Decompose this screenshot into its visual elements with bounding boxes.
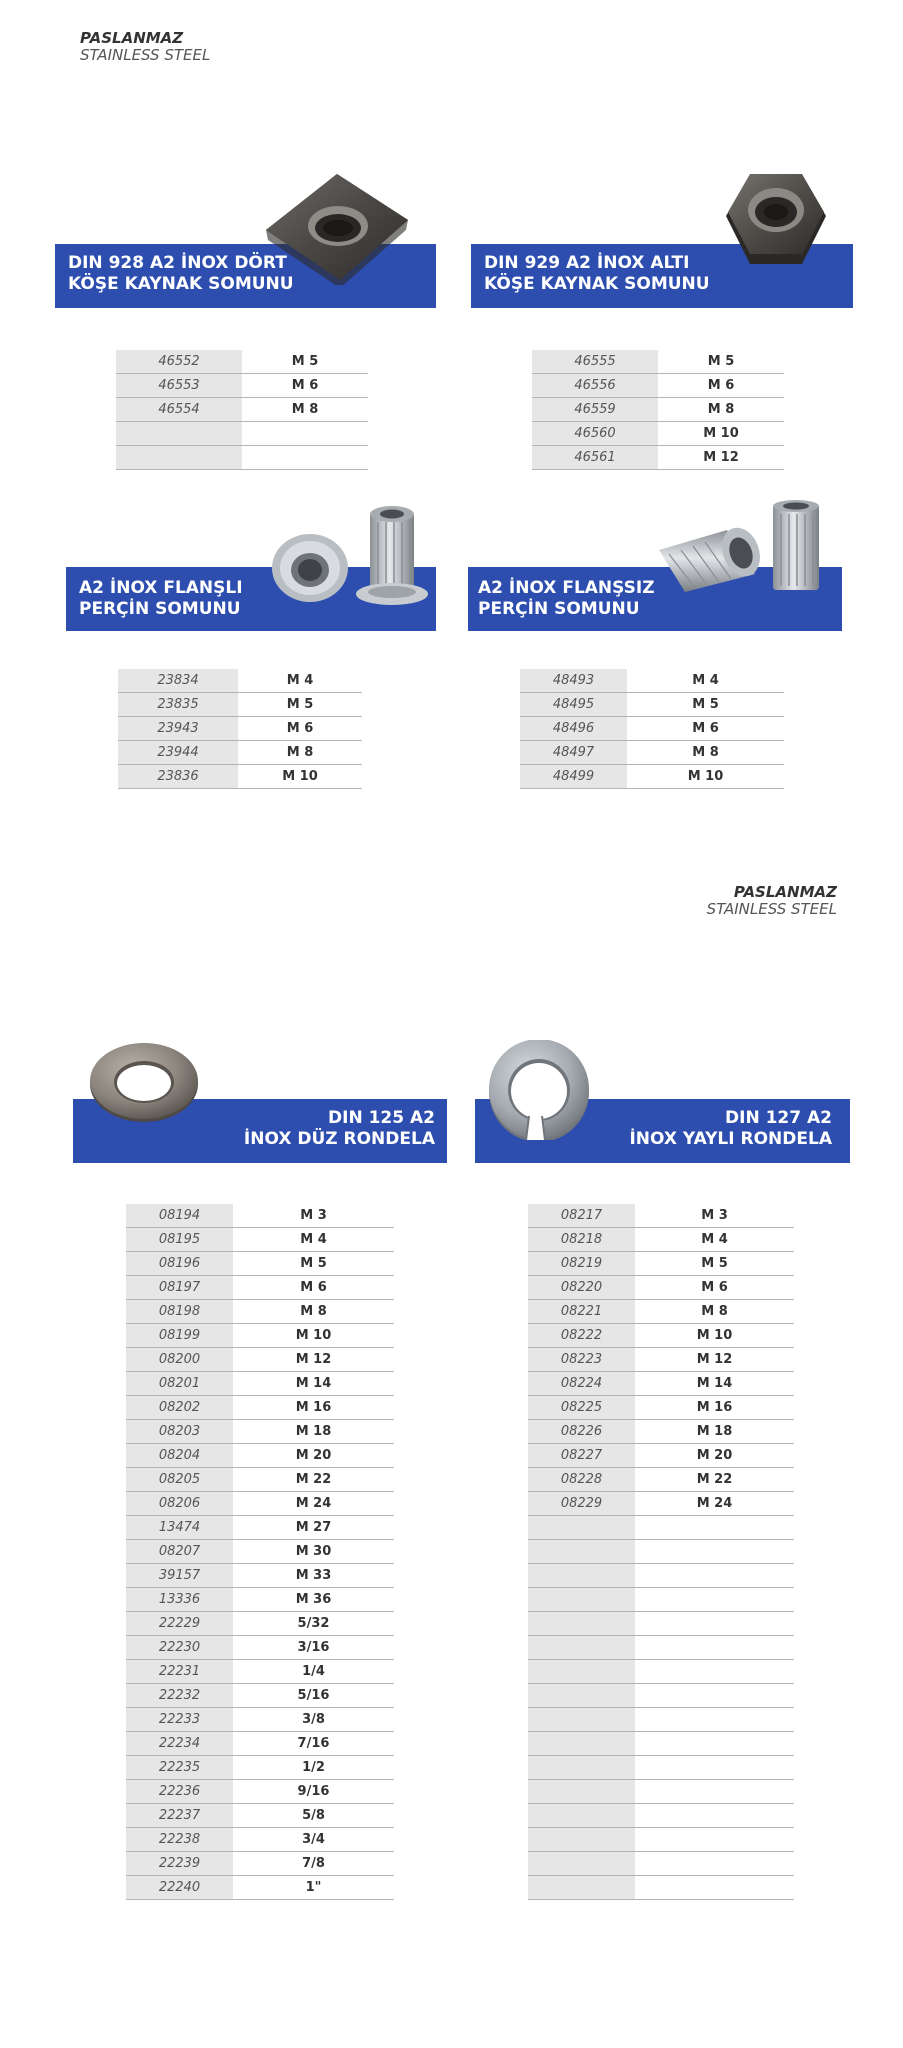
part-code: 46554	[116, 398, 242, 422]
table-row	[126, 1276, 394, 1300]
part-code: 46553	[116, 374, 242, 398]
part-size: 1/4	[233, 1660, 394, 1684]
table-row	[116, 350, 368, 374]
part-code: 08221	[528, 1300, 635, 1324]
part-size: M 5	[635, 1252, 794, 1276]
part-size: 7/16	[233, 1732, 394, 1756]
table-row	[528, 1756, 794, 1780]
table-row	[126, 1516, 394, 1540]
part-size: M 14	[635, 1372, 794, 1396]
part-code: 08220	[528, 1276, 635, 1300]
part-code: 08197	[126, 1276, 233, 1300]
table-row	[528, 1852, 794, 1876]
part-size: M 4	[627, 669, 784, 693]
parts-table-din929	[532, 350, 784, 470]
table-row	[116, 374, 368, 398]
flat-washer-image	[88, 1040, 200, 1124]
part-size	[635, 1876, 794, 1900]
part-size: M 20	[635, 1444, 794, 1468]
table-row	[528, 1708, 794, 1732]
product-title-line1: DIN 929 A2 İNOX ALTI	[484, 253, 690, 273]
part-code: 08223	[528, 1348, 635, 1372]
part-code: 23943	[118, 717, 238, 741]
part-code: 08195	[126, 1228, 233, 1252]
part-size: M 18	[635, 1420, 794, 1444]
part-size: 5/8	[233, 1804, 394, 1828]
table-row	[532, 350, 784, 374]
table-row	[126, 1300, 394, 1324]
table-row	[126, 1708, 394, 1732]
table-row	[520, 717, 784, 741]
part-size: M 6	[242, 374, 368, 398]
part-code: 08226	[528, 1420, 635, 1444]
part-size: M 5	[658, 350, 784, 374]
part-code: 08196	[126, 1252, 233, 1276]
part-size	[635, 1612, 794, 1636]
part-code: 22235	[126, 1756, 233, 1780]
table-row	[528, 1204, 794, 1228]
table-row	[532, 374, 784, 398]
table-row	[126, 1204, 394, 1228]
table-row	[118, 741, 362, 765]
table-row	[528, 1684, 794, 1708]
part-size: M 16	[233, 1396, 394, 1420]
table-row	[126, 1876, 394, 1900]
part-size: 5/16	[233, 1684, 394, 1708]
table-row	[528, 1660, 794, 1684]
part-code: 22231	[126, 1660, 233, 1684]
table-row	[126, 1252, 394, 1276]
part-code	[528, 1756, 635, 1780]
part-size: M 12	[233, 1348, 394, 1372]
part-size: 3/8	[233, 1708, 394, 1732]
table-row	[126, 1444, 394, 1468]
table-row	[528, 1372, 794, 1396]
brand-header-top	[80, 30, 210, 65]
part-size: M 6	[233, 1276, 394, 1300]
part-code: 22237	[126, 1804, 233, 1828]
table-row	[126, 1396, 394, 1420]
part-size: M 16	[635, 1396, 794, 1420]
part-code: 48499	[520, 765, 627, 789]
part-code: 46555	[532, 350, 658, 374]
table-row	[532, 398, 784, 422]
part-code: 08204	[126, 1444, 233, 1468]
table-row	[126, 1564, 394, 1588]
part-code	[528, 1588, 635, 1612]
part-code: 08194	[126, 1204, 233, 1228]
part-code: 08200	[126, 1348, 233, 1372]
part-code	[528, 1708, 635, 1732]
table-row	[528, 1348, 794, 1372]
part-code: 39157	[126, 1564, 233, 1588]
table-row	[520, 693, 784, 717]
table-row	[532, 446, 784, 470]
brand-header-bottom	[707, 884, 837, 919]
part-code	[528, 1732, 635, 1756]
part-size	[635, 1732, 794, 1756]
part-size	[635, 1660, 794, 1684]
part-code: 22239	[126, 1852, 233, 1876]
part-code: 08201	[126, 1372, 233, 1396]
table-row	[528, 1492, 794, 1516]
brand-subtitle: STAINLESS STEEL	[80, 46, 211, 65]
table-row	[126, 1756, 394, 1780]
part-size: M 22	[635, 1468, 794, 1492]
parts-table-din125	[126, 1204, 394, 1900]
part-code: 08205	[126, 1468, 233, 1492]
table-row	[528, 1612, 794, 1636]
part-size: M 6	[627, 717, 784, 741]
parts-table-din127	[528, 1204, 794, 1900]
part-code: 48497	[520, 741, 627, 765]
part-code: 08228	[528, 1468, 635, 1492]
table-row	[126, 1684, 394, 1708]
part-size: M 4	[635, 1228, 794, 1252]
spring-lock-washer-image	[484, 1040, 594, 1140]
table-row	[528, 1420, 794, 1444]
table-row	[126, 1660, 394, 1684]
part-size	[635, 1756, 794, 1780]
table-row	[528, 1516, 794, 1540]
part-code	[528, 1612, 635, 1636]
part-code: 23836	[118, 765, 238, 789]
table-row	[528, 1252, 794, 1276]
part-code	[528, 1804, 635, 1828]
table-row	[126, 1324, 394, 1348]
table-row	[126, 1348, 394, 1372]
part-size: M 14	[233, 1372, 394, 1396]
part-code: 23834	[118, 669, 238, 693]
part-size: M 8	[658, 398, 784, 422]
table-row	[126, 1420, 394, 1444]
part-size: M 24	[233, 1492, 394, 1516]
part-size: M 5	[242, 350, 368, 374]
table-row	[118, 765, 362, 789]
part-size: M 10	[627, 765, 784, 789]
table-row	[126, 1588, 394, 1612]
part-size: M 8	[238, 741, 362, 765]
part-code: 46560	[532, 422, 658, 446]
part-size	[635, 1708, 794, 1732]
table-row	[116, 446, 368, 470]
part-size: M 10	[635, 1324, 794, 1348]
part-size: 9/16	[233, 1780, 394, 1804]
part-size: M 10	[233, 1324, 394, 1348]
part-code: 22234	[126, 1732, 233, 1756]
part-code	[116, 446, 242, 470]
product-title-line1: DIN 127 A2	[725, 1108, 832, 1128]
part-size: M 10	[238, 765, 362, 789]
part-size: M 18	[233, 1420, 394, 1444]
part-size: M 6	[238, 717, 362, 741]
part-size: 1"	[233, 1876, 394, 1900]
part-size: M 27	[233, 1516, 394, 1540]
part-code: 46559	[532, 398, 658, 422]
part-code: 08222	[528, 1324, 635, 1348]
part-code	[116, 422, 242, 446]
part-size	[635, 1516, 794, 1540]
part-code: 08207	[126, 1540, 233, 1564]
part-size: M 30	[233, 1540, 394, 1564]
table-row	[528, 1804, 794, 1828]
part-code: 08227	[528, 1444, 635, 1468]
part-size: M 6	[658, 374, 784, 398]
part-size: M 3	[635, 1204, 794, 1228]
flanged-rivet-nut-image	[270, 500, 432, 610]
part-code	[528, 1828, 635, 1852]
table-row	[528, 1468, 794, 1492]
part-code: 48496	[520, 717, 627, 741]
part-code: 46561	[532, 446, 658, 470]
part-size: M 8	[627, 741, 784, 765]
part-size: 1/2	[233, 1756, 394, 1780]
part-code: 46552	[116, 350, 242, 374]
part-size: M 8	[233, 1300, 394, 1324]
part-code: 08206	[126, 1492, 233, 1516]
hex-weld-nut-image	[722, 172, 828, 274]
part-code	[528, 1852, 635, 1876]
table-row	[528, 1324, 794, 1348]
flangeless-rivet-nut-image	[655, 500, 835, 600]
part-code	[528, 1684, 635, 1708]
part-size	[242, 422, 368, 446]
part-code: 08203	[126, 1420, 233, 1444]
table-row	[520, 669, 784, 693]
product-title-line1: A2 İNOX FLANŞSIZ	[478, 578, 655, 598]
table-row	[528, 1540, 794, 1564]
table-row	[532, 422, 784, 446]
parts-table-din928	[116, 350, 368, 470]
table-row	[126, 1804, 394, 1828]
table-row	[528, 1300, 794, 1324]
table-row	[528, 1780, 794, 1804]
part-code: 08229	[528, 1492, 635, 1516]
part-code: 22233	[126, 1708, 233, 1732]
table-row	[126, 1540, 394, 1564]
part-size: M 5	[627, 693, 784, 717]
part-code	[528, 1564, 635, 1588]
product-title-line2: İNOX DÜZ RONDELA	[243, 1129, 435, 1149]
part-size	[635, 1636, 794, 1660]
part-size: M 8	[635, 1300, 794, 1324]
part-code: 46556	[532, 374, 658, 398]
part-size: M 8	[242, 398, 368, 422]
product-title-line2: İNOX YAYLI RONDELA	[629, 1129, 832, 1149]
product-title-line2: KÖŞE KAYNAK SOMUNU	[68, 274, 294, 294]
table-row	[126, 1852, 394, 1876]
part-code	[528, 1660, 635, 1684]
part-size: 3/4	[233, 1828, 394, 1852]
part-size: M 20	[233, 1444, 394, 1468]
part-code: 08224	[528, 1372, 635, 1396]
table-row	[126, 1732, 394, 1756]
parts-table-flanged-rivet-nut	[118, 669, 362, 789]
part-size: M 22	[233, 1468, 394, 1492]
table-row	[528, 1732, 794, 1756]
brand-title: PASLANMAZ	[80, 29, 184, 47]
part-code	[528, 1636, 635, 1660]
table-row	[528, 1444, 794, 1468]
table-row	[126, 1612, 394, 1636]
brand-subtitle: STAINLESS STEEL	[706, 900, 837, 919]
table-row	[520, 741, 784, 765]
table-row	[528, 1276, 794, 1300]
part-size	[635, 1804, 794, 1828]
part-size: M 10	[658, 422, 784, 446]
table-row	[126, 1492, 394, 1516]
part-code: 23835	[118, 693, 238, 717]
part-size	[635, 1780, 794, 1804]
part-code: 23944	[118, 741, 238, 765]
part-code: 08218	[528, 1228, 635, 1252]
part-size: M 36	[233, 1588, 394, 1612]
table-row	[116, 422, 368, 446]
square-weld-nut-image	[262, 170, 412, 285]
table-row	[528, 1588, 794, 1612]
part-size	[635, 1564, 794, 1588]
part-code: 22230	[126, 1636, 233, 1660]
part-code: 48495	[520, 693, 627, 717]
part-code: 13336	[126, 1588, 233, 1612]
product-title-line2: PERÇİN SOMUNU	[79, 599, 241, 619]
product-title-line1: A2 İNOX FLANŞLI	[79, 578, 243, 598]
part-code: 08198	[126, 1300, 233, 1324]
part-code: 08225	[528, 1396, 635, 1420]
part-size	[635, 1588, 794, 1612]
part-size: M 3	[233, 1204, 394, 1228]
part-code: 08217	[528, 1204, 635, 1228]
table-row	[126, 1780, 394, 1804]
part-code: 22240	[126, 1876, 233, 1900]
table-row	[126, 1468, 394, 1492]
part-code: 22229	[126, 1612, 233, 1636]
part-size	[635, 1828, 794, 1852]
table-row	[520, 765, 784, 789]
part-size: M 4	[233, 1228, 394, 1252]
part-size: 5/32	[233, 1612, 394, 1636]
part-code: 13474	[126, 1516, 233, 1540]
table-row	[126, 1372, 394, 1396]
part-size: M 24	[635, 1492, 794, 1516]
part-size: M 12	[635, 1348, 794, 1372]
product-title-line1: DIN 125 A2	[328, 1108, 435, 1128]
parts-table-flangeless-rivet-nut	[520, 669, 784, 789]
part-code: 22238	[126, 1828, 233, 1852]
part-code	[528, 1516, 635, 1540]
part-code	[528, 1540, 635, 1564]
table-row	[118, 669, 362, 693]
table-row	[126, 1636, 394, 1660]
product-title-line2: KÖŞE KAYNAK SOMUNU	[484, 274, 710, 294]
part-code	[528, 1780, 635, 1804]
table-row	[528, 1228, 794, 1252]
part-size: M 6	[635, 1276, 794, 1300]
table-row	[118, 693, 362, 717]
part-size: 3/16	[233, 1636, 394, 1660]
table-row	[528, 1828, 794, 1852]
product-title-line1: DIN 928 A2 İNOX DÖRT	[68, 253, 287, 273]
table-row	[528, 1564, 794, 1588]
table-row	[528, 1876, 794, 1900]
part-code	[528, 1876, 635, 1900]
part-size	[635, 1852, 794, 1876]
part-size	[635, 1540, 794, 1564]
part-size: M 12	[658, 446, 784, 470]
part-code: 22232	[126, 1684, 233, 1708]
brand-title: PASLANMAZ	[733, 883, 837, 901]
table-row	[118, 717, 362, 741]
part-code: 08219	[528, 1252, 635, 1276]
table-row	[528, 1636, 794, 1660]
table-row	[528, 1396, 794, 1420]
part-size: M 4	[238, 669, 362, 693]
part-size: 7/8	[233, 1852, 394, 1876]
part-size	[242, 446, 368, 470]
part-code: 48493	[520, 669, 627, 693]
part-size: M 5	[238, 693, 362, 717]
part-size: M 33	[233, 1564, 394, 1588]
table-row	[126, 1228, 394, 1252]
table-row	[116, 398, 368, 422]
table-row	[126, 1828, 394, 1852]
product-title-line2: PERÇİN SOMUNU	[478, 599, 640, 619]
part-size: M 5	[233, 1252, 394, 1276]
part-size	[635, 1684, 794, 1708]
part-code: 08199	[126, 1324, 233, 1348]
part-code: 08202	[126, 1396, 233, 1420]
part-code: 22236	[126, 1780, 233, 1804]
